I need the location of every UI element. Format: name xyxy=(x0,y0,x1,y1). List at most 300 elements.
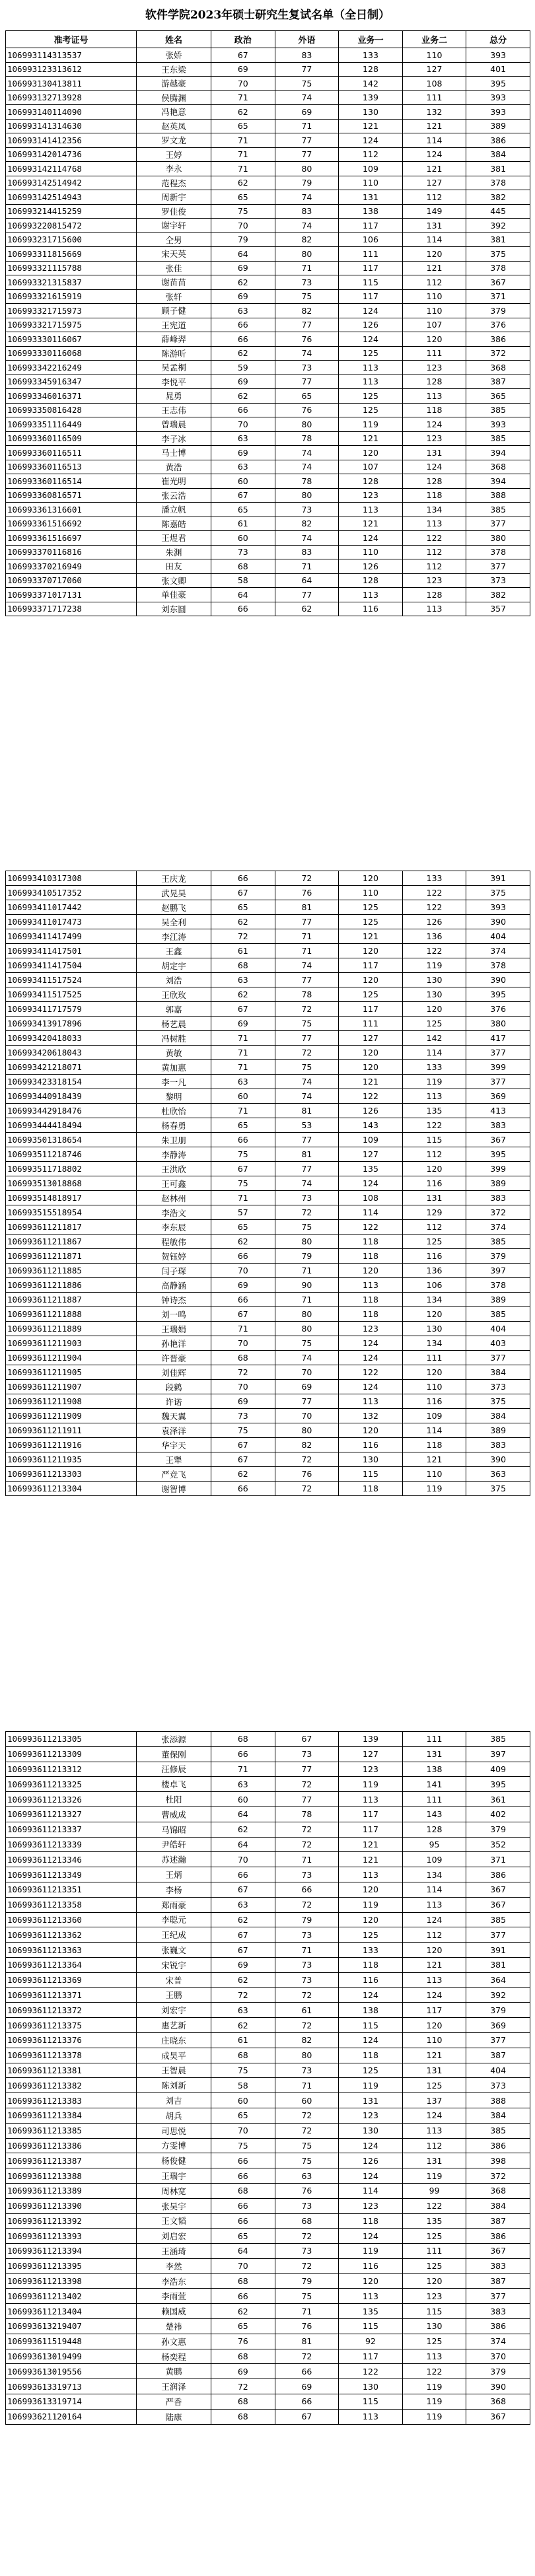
cell-name: 司思悦 xyxy=(137,2123,211,2138)
cell-subject-two: 130 xyxy=(402,987,466,1002)
cell-name: 罗文龙 xyxy=(137,133,211,148)
cell-subject-two: 122 xyxy=(402,886,466,900)
cell-name: 王东梁 xyxy=(137,62,211,77)
cell-subject-one: 126 xyxy=(339,2153,403,2168)
cell-politics: 68 xyxy=(211,2394,275,2410)
cell-subject-two: 106 xyxy=(402,1278,466,1293)
cell-politics: 65 xyxy=(211,1118,275,1133)
table-row xyxy=(6,588,530,602)
table-row xyxy=(6,2229,530,2244)
cell-exam-id: 106993142014736 xyxy=(6,147,137,162)
cell-exam-id: 106993513018868 xyxy=(6,1176,137,1191)
cell-subject-one: 92 xyxy=(339,2334,403,2349)
cell-name: 李浩文 xyxy=(137,1205,211,1220)
cell-subject-one: 115 xyxy=(339,2018,403,2033)
cell-subject-two: 114 xyxy=(402,1046,466,1060)
table-row xyxy=(6,900,530,915)
cell-subject-two: 113 xyxy=(402,517,466,531)
cell-exam-id: 106993360116511 xyxy=(6,446,137,460)
cell-politics: 66 xyxy=(211,1293,275,1307)
cell-total: 381 xyxy=(466,1957,530,1972)
table-row xyxy=(6,531,530,546)
cell-subject-one: 122 xyxy=(339,1365,403,1380)
cell-total: 393 xyxy=(466,90,530,105)
cell-total: 404 xyxy=(466,2063,530,2078)
cell-name: 王涵琦 xyxy=(137,2244,211,2259)
table-row xyxy=(6,2244,530,2259)
cell-exam-id: 106993611211889 xyxy=(6,1322,137,1336)
cell-subject-one: 110 xyxy=(339,176,403,190)
cell-politics: 62 xyxy=(211,987,275,1002)
cell-name: 李江涛 xyxy=(137,929,211,944)
cell-subject-two: 134 xyxy=(402,1293,466,1307)
cell-total: 368 xyxy=(466,361,530,375)
table-row xyxy=(6,1957,530,1972)
cell-politics: 63 xyxy=(211,1897,275,1912)
cell-subject-two: 123 xyxy=(402,431,466,446)
cell-politics: 70 xyxy=(211,1336,275,1351)
cell-exam-id: 106993413917896 xyxy=(6,1017,137,1031)
table-row xyxy=(6,2032,530,2048)
cell-total: 367 xyxy=(466,2244,530,2259)
cell-subject-two: 120 xyxy=(402,1943,466,1958)
cell-exam-id: 106993514818917 xyxy=(6,1191,137,1205)
table-row xyxy=(6,1912,530,1927)
cell-exam-id: 106993611213385 xyxy=(6,2123,137,2138)
cell-total: 387 xyxy=(466,2273,530,2289)
table-row xyxy=(6,1882,530,1897)
roster-section-1 xyxy=(5,30,530,616)
table-row xyxy=(6,503,530,517)
table-row xyxy=(6,219,530,233)
cell-subject-one: 124 xyxy=(339,2032,403,2048)
cell-total: 385 xyxy=(466,431,530,446)
cell-politics: 66 xyxy=(211,403,275,417)
table-row xyxy=(6,2078,530,2093)
cell-total: 369 xyxy=(466,1089,530,1104)
cell-foreign-language: 77 xyxy=(275,588,339,602)
cell-exam-id: 106993611213404 xyxy=(6,2304,137,2319)
cell-subject-one: 125 xyxy=(339,1927,403,1943)
cell-exam-id: 106993611213326 xyxy=(6,1792,137,1807)
cell-exam-id: 106993611213360 xyxy=(6,1912,137,1927)
cell-foreign-language: 62 xyxy=(275,602,339,616)
cell-politics: 59 xyxy=(211,361,275,375)
cell-name: 张佳 xyxy=(137,261,211,275)
cell-exam-id: 106993444418494 xyxy=(6,1118,137,1133)
cell-name: 王宪道 xyxy=(137,318,211,332)
cell-total: 378 xyxy=(466,958,530,973)
cell-subject-two: 123 xyxy=(402,2289,466,2304)
cell-foreign-language: 75 xyxy=(275,1220,339,1234)
cell-politics: 62 xyxy=(211,2304,275,2319)
cell-subject-one: 115 xyxy=(339,2394,403,2410)
cell-subject-one: 142 xyxy=(339,77,403,91)
cell-exam-id: 106993420618043 xyxy=(6,1046,137,1060)
cell-total: 384 xyxy=(466,147,530,162)
cell-name: 胡定宇 xyxy=(137,958,211,973)
cell-subject-one: 120 xyxy=(339,1060,403,1075)
cell-politics: 70 xyxy=(211,1264,275,1278)
cell-politics: 69 xyxy=(211,1278,275,1293)
cell-exam-id: 106993321615919 xyxy=(6,289,137,304)
cell-subject-one: 120 xyxy=(339,1423,403,1438)
cell-total: 399 xyxy=(466,1162,530,1176)
cell-total: 372 xyxy=(466,2168,530,2184)
cell-exam-id: 106993370116816 xyxy=(6,545,137,559)
cell-exam-id: 106993611213372 xyxy=(6,2003,137,2018)
cell-politics: 71 xyxy=(211,1762,275,1777)
table-row xyxy=(6,2394,530,2410)
cell-exam-id: 106993442918476 xyxy=(6,1104,137,1118)
cell-total: 380 xyxy=(466,1017,530,1031)
cell-foreign-language: 74 xyxy=(275,460,339,474)
cell-subject-one: 111 xyxy=(339,1017,403,1031)
cell-subject-two: 111 xyxy=(402,1732,466,1747)
cell-total: 365 xyxy=(466,389,530,404)
cell-subject-two: 112 xyxy=(402,1927,466,1943)
cell-name: 马锦昭 xyxy=(137,1822,211,1837)
cell-total: 368 xyxy=(466,2394,530,2410)
cell-total: 393 xyxy=(466,105,530,120)
table-row xyxy=(6,1777,530,1792)
cell-politics: 67 xyxy=(211,1002,275,1017)
cell-politics: 62 xyxy=(211,105,275,120)
cell-name: 郭嘉 xyxy=(137,1002,211,1017)
table-row xyxy=(6,1336,530,1351)
cell-total: 376 xyxy=(466,1002,530,1017)
cell-exam-id: 106993611213303 xyxy=(6,1467,137,1482)
table-row xyxy=(6,431,530,446)
cell-foreign-language: 83 xyxy=(275,48,339,63)
cell-subject-one: 132 xyxy=(339,1409,403,1423)
cell-subject-one: 120 xyxy=(339,871,403,886)
cell-politics: 60 xyxy=(211,474,275,489)
cell-politics: 70 xyxy=(211,1852,275,1867)
table-row xyxy=(6,1732,530,1747)
cell-foreign-language: 63 xyxy=(275,2168,339,2184)
cell-name: 苏述瀚 xyxy=(137,1852,211,1867)
cell-politics: 68 xyxy=(211,958,275,973)
cell-subject-one: 139 xyxy=(339,1732,403,1747)
cell-exam-id: 106993611211886 xyxy=(6,1278,137,1293)
cell-exam-id: 106993613019499 xyxy=(6,2349,137,2364)
table-row xyxy=(6,1205,530,1220)
cell-name: 曹威成 xyxy=(137,1807,211,1822)
table-row xyxy=(6,1293,530,1307)
cell-foreign-language: 71 xyxy=(275,261,339,275)
cell-total: 379 xyxy=(466,304,530,318)
cell-foreign-language: 68 xyxy=(275,2213,339,2229)
cell-subject-two: 124 xyxy=(402,2108,466,2123)
cell-total: 393 xyxy=(466,48,530,63)
cell-exam-id: 106993613319713 xyxy=(6,2379,137,2394)
cell-subject-one: 131 xyxy=(339,2093,403,2108)
cell-subject-two: 112 xyxy=(402,559,466,574)
cell-subject-two: 136 xyxy=(402,929,466,944)
cell-politics: 68 xyxy=(211,2183,275,2198)
cell-total: 386 xyxy=(466,2138,530,2153)
cell-subject-one: 125 xyxy=(339,389,403,404)
cell-name: 孙艳洋 xyxy=(137,1336,211,1351)
cell-name: 严竞飞 xyxy=(137,1467,211,1482)
cell-exam-id: 106993611213327 xyxy=(6,1807,137,1822)
cell-exam-id: 106993511218746 xyxy=(6,1147,137,1162)
cell-subject-two: 119 xyxy=(402,1075,466,1089)
cell-foreign-language: 73 xyxy=(275,1927,339,1943)
cell-name: 惠艺新 xyxy=(137,2018,211,2033)
cell-foreign-language: 61 xyxy=(275,2003,339,2018)
cell-exam-id: 106993370717060 xyxy=(6,573,137,588)
cell-politics: 66 xyxy=(211,318,275,332)
cell-name: 仝男 xyxy=(137,233,211,247)
cell-subject-one: 119 xyxy=(339,1777,403,1792)
cell-name: 楚祎 xyxy=(137,2319,211,2334)
cell-total: 397 xyxy=(466,1264,530,1278)
cell-exam-id: 106993613219407 xyxy=(6,2319,137,2334)
cell-total: 385 xyxy=(466,503,530,517)
cell-subject-two: 111 xyxy=(402,2244,466,2259)
cell-total: 377 xyxy=(466,2032,530,2048)
cell-foreign-language: 76 xyxy=(275,2319,339,2334)
cell-foreign-language: 71 xyxy=(275,929,339,944)
cell-exam-id: 106993611211817 xyxy=(6,1220,137,1234)
cell-subject-two: 143 xyxy=(402,1807,466,1822)
cell-subject-two: 119 xyxy=(402,1482,466,1496)
table-row xyxy=(6,1176,530,1191)
cell-name: 谢苗苗 xyxy=(137,275,211,290)
cell-foreign-language: 80 xyxy=(275,1423,339,1438)
cell-subject-one: 113 xyxy=(339,503,403,517)
cell-exam-id: 106993421218071 xyxy=(6,1060,137,1075)
cell-subject-one: 110 xyxy=(339,545,403,559)
table-row xyxy=(6,2168,530,2184)
cell-subject-two: 125 xyxy=(402,1234,466,1249)
cell-name: 许诺 xyxy=(137,1394,211,1409)
table-row xyxy=(6,1264,530,1278)
cell-total: 372 xyxy=(466,1205,530,1220)
cell-subject-one: 133 xyxy=(339,1943,403,1958)
cell-subject-one: 124 xyxy=(339,2229,403,2244)
cell-total: 395 xyxy=(466,1777,530,1792)
cell-total: 384 xyxy=(466,1365,530,1380)
cell-subject-one: 111 xyxy=(339,247,403,262)
cell-foreign-language: 73 xyxy=(275,361,339,375)
cell-name: 武晃昊 xyxy=(137,886,211,900)
cell-name: 晁勇 xyxy=(137,389,211,404)
cell-foreign-language: 82 xyxy=(275,517,339,531)
cell-exam-id: 106993142114768 xyxy=(6,162,137,176)
cell-politics: 61 xyxy=(211,944,275,958)
cell-politics: 62 xyxy=(211,1972,275,1987)
cell-exam-id: 106993611211888 xyxy=(6,1307,137,1322)
cell-foreign-language: 77 xyxy=(275,973,339,987)
cell-exam-id: 106993611213369 xyxy=(6,1972,137,1987)
cell-name: 李静涛 xyxy=(137,1147,211,1162)
cell-total: 372 xyxy=(466,346,530,361)
cell-subject-two: 124 xyxy=(402,1987,466,2003)
cell-politics: 58 xyxy=(211,573,275,588)
cell-exam-id: 106993411417501 xyxy=(6,944,137,958)
cell-politics: 70 xyxy=(211,77,275,91)
cell-exam-id: 106993611211867 xyxy=(6,1234,137,1249)
cell-subject-two: 121 xyxy=(402,1452,466,1467)
cell-total: 378 xyxy=(466,261,530,275)
cell-name: 黄敏 xyxy=(137,1046,211,1060)
cell-total: 381 xyxy=(466,233,530,247)
cell-subject-one: 107 xyxy=(339,460,403,474)
cell-name: 杜阳 xyxy=(137,1792,211,1807)
cell-name: 黄浩 xyxy=(137,460,211,474)
table-row xyxy=(6,62,530,77)
cell-subject-two: 110 xyxy=(402,289,466,304)
cell-name: 王润泽 xyxy=(137,2379,211,2394)
cell-politics: 73 xyxy=(211,1409,275,1423)
cell-politics: 66 xyxy=(211,602,275,616)
cell-subject-two: 125 xyxy=(402,2258,466,2273)
cell-subject-two: 121 xyxy=(402,1957,466,1972)
cell-name: 王煜君 xyxy=(137,531,211,546)
cell-exam-id: 106993611211905 xyxy=(6,1365,137,1380)
cell-exam-id: 106993611213392 xyxy=(6,2213,137,2229)
cell-politics: 60 xyxy=(211,2093,275,2108)
cell-exam-id: 106993611213375 xyxy=(6,2018,137,2033)
cell-subject-one: 113 xyxy=(339,1278,403,1293)
cell-exam-id: 106993330116067 xyxy=(6,332,137,347)
cell-name: 潘立帆 xyxy=(137,503,211,517)
cell-subject-two: 127 xyxy=(402,62,466,77)
cell-foreign-language: 80 xyxy=(275,247,339,262)
cell-total: 377 xyxy=(466,2289,530,2304)
cell-subject-two: 109 xyxy=(402,1409,466,1423)
table-row xyxy=(6,403,530,417)
table-row xyxy=(6,446,530,460)
table-row xyxy=(6,2123,530,2138)
cell-foreign-language: 76 xyxy=(275,403,339,417)
cell-exam-id: 106993360816571 xyxy=(6,488,137,503)
cell-total: 357 xyxy=(466,602,530,616)
cell-name: 黎明 xyxy=(137,1089,211,1104)
table-row xyxy=(6,1467,530,1482)
cell-foreign-language: 74 xyxy=(275,1089,339,1104)
cell-politics: 62 xyxy=(211,1822,275,1837)
cell-subject-two: 118 xyxy=(402,1438,466,1452)
cell-exam-id: 106993370216949 xyxy=(6,559,137,574)
cell-foreign-language: 73 xyxy=(275,1191,339,1205)
cell-subject-one: 135 xyxy=(339,1162,403,1176)
cell-name: 赵林州 xyxy=(137,1191,211,1205)
cell-name: 李杨 xyxy=(137,1882,211,1897)
cell-name: 张添源 xyxy=(137,1732,211,1747)
cell-politics: 62 xyxy=(211,915,275,929)
cell-subject-one: 121 xyxy=(339,929,403,944)
table-row xyxy=(6,2198,530,2213)
table-row xyxy=(6,1972,530,1987)
cell-foreign-language: 73 xyxy=(275,2063,339,2078)
cell-foreign-language: 66 xyxy=(275,2364,339,2379)
table-row xyxy=(6,389,530,404)
cell-total: 389 xyxy=(466,1293,530,1307)
cell-exam-id: 106993611211904 xyxy=(6,1351,137,1365)
cell-politics: 68 xyxy=(211,559,275,574)
table-row xyxy=(6,77,530,91)
cell-foreign-language: 79 xyxy=(275,176,339,190)
table-row xyxy=(6,2183,530,2198)
cell-subject-one: 124 xyxy=(339,1351,403,1365)
cell-name: 李雨萱 xyxy=(137,2289,211,2304)
cell-total: 404 xyxy=(466,929,530,944)
cell-subject-two: 116 xyxy=(402,1249,466,1264)
table-row xyxy=(6,1380,530,1394)
cell-exam-id: 106993214415259 xyxy=(6,204,137,219)
cell-subject-one: 123 xyxy=(339,2198,403,2213)
cell-exam-id: 106993351116449 xyxy=(6,417,137,432)
cell-subject-two: 128 xyxy=(402,375,466,389)
table-row xyxy=(6,915,530,929)
roster-section-2 xyxy=(5,871,530,1496)
table-row xyxy=(6,545,530,559)
cell-name: 陈嘉皓 xyxy=(137,517,211,531)
cell-exam-id: 106993611213376 xyxy=(6,2032,137,2048)
cell-subject-two: 107 xyxy=(402,318,466,332)
cell-exam-id: 106993411717579 xyxy=(6,1002,137,1017)
cell-subject-two: 122 xyxy=(402,2364,466,2379)
cell-subject-one: 118 xyxy=(339,2213,403,2229)
cell-exam-id: 106993360116509 xyxy=(6,431,137,446)
cell-subject-one: 123 xyxy=(339,2108,403,2123)
cell-exam-id: 106993123313612 xyxy=(6,62,137,77)
cell-subject-two: 109 xyxy=(402,1852,466,1867)
cell-exam-id: 106993411017473 xyxy=(6,915,137,929)
table-row xyxy=(6,233,530,247)
cell-subject-one: 121 xyxy=(339,119,403,133)
table-row xyxy=(6,2258,530,2273)
cell-foreign-language: 77 xyxy=(275,62,339,77)
cell-name: 郑雨豪 xyxy=(137,1897,211,1912)
cell-total: 367 xyxy=(466,1882,530,1897)
cell-subject-two: 113 xyxy=(402,602,466,616)
cell-exam-id: 106993611211903 xyxy=(6,1336,137,1351)
cell-subject-one: 119 xyxy=(339,2244,403,2259)
cell-foreign-language: 60 xyxy=(275,2093,339,2108)
table-row xyxy=(6,1234,530,1249)
cell-politics: 73 xyxy=(211,545,275,559)
cell-subject-two: 121 xyxy=(402,162,466,176)
table-row xyxy=(6,2334,530,2349)
cell-subject-one: 106 xyxy=(339,233,403,247)
table-row xyxy=(6,2048,530,2063)
cell-total: 374 xyxy=(466,1220,530,1234)
cell-total: 391 xyxy=(466,871,530,886)
cell-name: 楼卓飞 xyxy=(137,1777,211,1792)
cell-exam-id: 106993361516697 xyxy=(6,531,137,546)
cell-politics: 71 xyxy=(211,1191,275,1205)
cell-total: 389 xyxy=(466,119,530,133)
cell-name: 陆康 xyxy=(137,2409,211,2424)
cell-subject-one: 124 xyxy=(339,133,403,148)
cell-subject-one: 124 xyxy=(339,1176,403,1191)
table-row xyxy=(6,1792,530,1807)
cell-exam-id: 106993142514943 xyxy=(6,190,137,205)
cell-subject-one: 138 xyxy=(339,204,403,219)
cell-exam-id: 106993501318654 xyxy=(6,1133,137,1147)
table-row xyxy=(6,1409,530,1423)
cell-exam-id: 106993515518954 xyxy=(6,1205,137,1220)
cell-total: 395 xyxy=(466,1147,530,1162)
cell-total: 377 xyxy=(466,1927,530,1943)
table-row xyxy=(6,871,530,886)
cell-exam-id: 106993360116513 xyxy=(6,460,137,474)
